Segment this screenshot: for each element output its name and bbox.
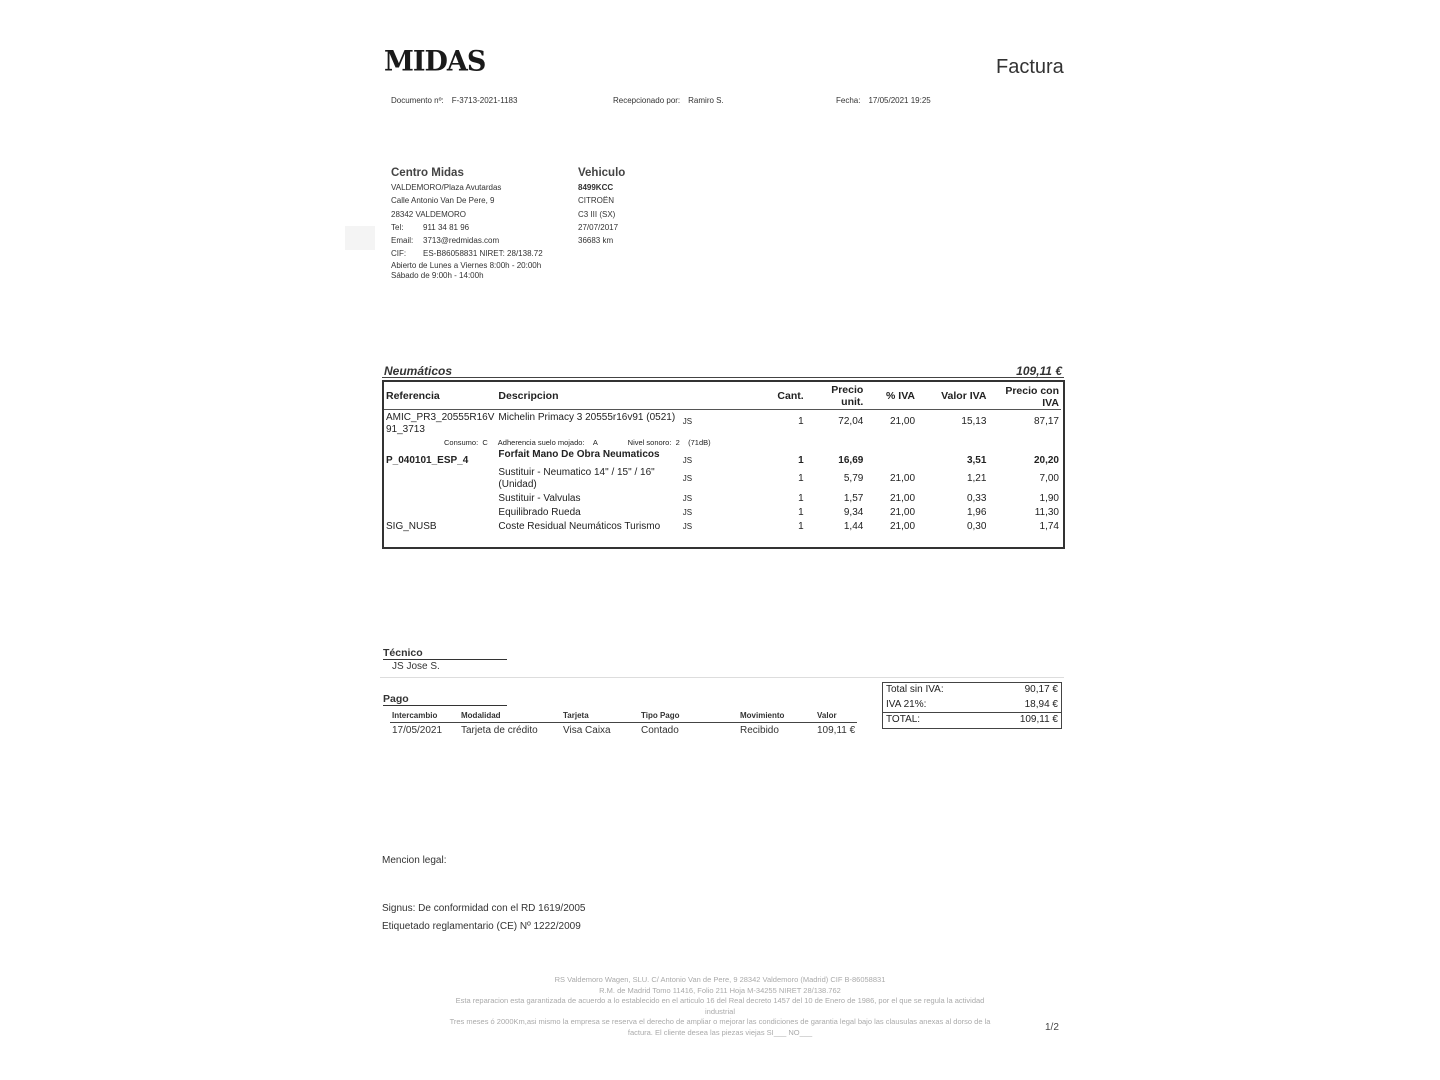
payment-cell: Contado [641,725,679,736]
payment-table [390,709,857,736]
header-desc: Descripcion [496,383,680,410]
cell-pci: 87,17 [1033,416,1059,427]
cell-ref [384,491,496,505]
center-line3: 28342 VALDEMORO [391,209,466,219]
header-ref: Referencia [384,383,496,410]
cell-pu: 1,44 [843,521,864,532]
email-value: 3713@redmidas.com [423,236,500,246]
cell-viva: 0,33 [966,493,987,504]
total-row [883,712,1061,728]
payment-row [390,723,857,737]
cell-js: JS [682,522,693,531]
payment-header: Intercambio [390,709,459,723]
vehicle-model: C3 III (SX) [578,209,616,219]
midas-logo: MIDAS [384,45,486,78]
footer [440,975,1000,1038]
cell-cant: 1 [798,493,804,504]
received-label: Recepcionado por: [613,96,681,105]
iva-label: IVA 21%: [886,698,927,710]
table-row [384,449,1061,467]
total-sin-iva-row [883,683,1061,698]
document-number [391,96,517,105]
center-hours1: Abierto de Lunes a Viernes 8:00h - 20:00h [391,260,542,270]
cell-viva: 3,51 [966,455,987,466]
received-value: Ramiro S. [688,96,724,105]
cell-pci: 1,74 [1039,521,1059,532]
cell-viva: 0,30 [966,521,987,532]
light-divider [380,677,1064,678]
cell-cant: 1 [798,455,804,466]
cell-cant: 1 [798,507,804,518]
cell-pu: 5,79 [843,473,864,484]
cif-value: ES-B86058831 NIRET: 28/138.72 [423,249,543,259]
center-hours2: Sábado de 9:00h - 14:00h [391,270,484,280]
cell-pci: 7,00 [1039,473,1059,484]
center-email [391,234,543,247]
cell-js: JS [682,494,693,503]
tel-value: 911 34 81 96 [423,222,470,232]
cif-label: CIF: [391,249,407,259]
tecnico-heading: Técnico [383,647,507,660]
header-js [681,383,740,410]
payment-header: Tarjeta [561,709,639,723]
cell-desc: Sustituir - Neumatico 14" / 15" / 16" (Unidad) [498,467,655,490]
consumo-value: C [482,438,488,447]
header-pu: Precio unit. [806,383,866,410]
nivel-value: 2 [675,438,680,447]
vehicle-brand: CITROËN [578,196,614,206]
cell-iva: 21,00 [889,416,916,427]
pago-heading: Pago [383,693,507,706]
cell-iva [865,449,917,467]
cell-pci: 11,30 [1034,507,1059,518]
cell-js: JS [682,508,693,517]
payment-header-row [390,709,857,723]
page-title: Factura [996,56,1064,78]
signus-note: Signus: De conformidad con el RD 1619/2005 [382,903,586,914]
center-title: Centro Midas [391,167,464,179]
center-cif [391,247,543,260]
payment-header: Movimiento [738,709,815,723]
cell-ref: SIG_NUSB [386,521,437,532]
table-row [384,410,1061,437]
cell-pu: 16,69 [838,455,864,466]
cell-desc: Equilibrado Rueda [498,507,581,518]
document-label: Documento nº: [391,96,444,105]
vehicle-date: 27/07/2017 [578,222,619,232]
cell-pci: 1,90 [1039,493,1059,504]
payment-cell: 109,11 € [817,725,856,736]
cell-ref: AMIC_PR3_20555R16V 91_3713 [386,412,495,435]
adherencia-label: Adherencia suelo mojado: [497,438,585,447]
payment-cell: Visa Caixa [563,725,611,736]
table-row [384,467,1061,491]
consumo-label: Consumo: [444,438,479,447]
cell-pu: 1,57 [843,493,864,504]
section-divider [382,377,1064,378]
cell-cant: 1 [798,473,804,484]
scan-artifact [345,226,375,250]
adherencia-value: A [592,438,598,447]
payment-header: Tipo Pago [639,709,738,723]
cell-pci: 20,20 [1033,455,1059,466]
vehicle-title: Vehiculo [578,167,626,179]
tel-label: Tel: [391,222,404,232]
items-table [384,383,1061,533]
cell-js: JS [682,417,693,426]
cell-desc: Forfait Mano De Obra Neumaticos [498,449,660,460]
cell-ref: P_040101_ESP_4 [386,455,469,466]
date-value: 17/05/2021 19:25 [868,96,931,105]
total-sin-iva-value: 90,17 € [1024,684,1058,695]
cell-cant: 1 [798,416,804,427]
cell-ref [384,467,496,491]
cell-viva: 1,96 [966,507,987,518]
email-label: Email: [391,236,414,246]
header-viva: Valor IVA [917,383,988,410]
cell-ref [384,505,496,519]
invoice-date [836,96,931,105]
totals-box [882,682,1062,729]
payment-header: Valor [815,709,857,723]
total-label: TOTAL: [886,714,921,725]
header-pci: Precio con IVA [988,383,1061,410]
payment-cell: Recibido [740,725,779,736]
payment-cell: 17/05/2021 [392,725,443,736]
document-value: F-3713-2021-1183 [451,96,518,105]
header-iva: % IVA [865,383,917,410]
cell-iva: 21,00 [889,473,916,484]
center-line2: Calle Antonio Van De Pere, 9 [391,196,495,206]
payment-cell: Tarjeta de crédito [461,725,538,736]
cell-pu: 9,34 [843,507,864,518]
cell-desc: Michelin Primacy 3 20555r16v91 (0521) [498,412,676,423]
cell-viva: 15,13 [961,416,987,427]
received-by [613,96,724,105]
cell-iva: 21,00 [889,521,916,532]
cell-iva: 21,00 [889,507,916,518]
payment-header: Modalidad [459,709,561,723]
db-value: (71dB) [688,438,711,447]
total-sin-iva-label: Total sin IVA: [886,684,944,695]
date-label: Fecha: [836,96,861,105]
mencion-legal: Mencion legal: [382,855,447,866]
vehicle-details [578,181,625,247]
table-row [384,491,1061,505]
cell-js: JS [682,456,693,465]
iva-row [883,698,1061,713]
cell-pu: 72,04 [838,416,864,427]
cell-desc: Coste Residual Neumáticos Turismo [498,521,661,532]
vehicle-plate: 8499KCC [578,183,614,192]
cell-iva: 21,00 [889,493,916,504]
tecnico-value: JS Jose S. [392,661,440,672]
page-number: 1/2 [1045,1022,1059,1033]
tyre-label-row [384,436,1061,449]
footer-line3: Esta reparacion esta garantizada de acuerdo a lo establecido en el articulo 16 del Real decreto 1457 del 10 de Enero de 1986, por el que se regula la actividad industrial [455,996,985,1016]
tyre-label-info [384,436,1061,449]
cell-js: JS [682,474,693,483]
vehicle-km: 36683 km [578,236,614,246]
header-cant: Cant. [740,383,806,410]
section-total: 109,11 € [1016,364,1062,378]
iva-value: 18,94 € [1024,698,1058,710]
cell-cant: 1 [798,521,804,532]
center-line1: VALDEMORO/Plaza Avutardas [391,183,502,192]
footer-line4: Tres meses ó 2000Km,asi mismo la empresa se reserva el derecho de ampliar o mejorar las condiciones de garantia legal bajo las clausulas anexas al dorso de la factura. El cliente desea las piezas viejas SI___ NO___ [449,1017,991,1037]
center-details [391,181,543,281]
etiquetado-note: Etiquetado reglamentario (CE) Nº 1222/2009 [382,921,581,932]
vehicle-block [578,167,625,247]
footer-line1: RS Valdemoro Wagen, SLU. C/ Antonio Van de Pere, 9 28342 Valdemoro (Madrid) CIF B-86058831 [554,975,886,984]
total-value: 109,11 € [1019,714,1058,725]
table-row [384,505,1061,519]
center-block [391,167,543,281]
section-title: Neumáticos [384,364,453,378]
table-header-row [384,383,1061,410]
cell-viva: 1,21 [966,473,987,484]
center-tel [391,221,543,234]
footer-line2: R.M. de Madrid Tomo 11416, Folio 211 Hoja M-34255 NIRET 28/138.762 [599,985,841,995]
cell-desc: Sustituir - Valvulas [498,493,581,504]
nivel-label: Nivel sonoro: [627,438,672,447]
table-row [384,519,1061,533]
